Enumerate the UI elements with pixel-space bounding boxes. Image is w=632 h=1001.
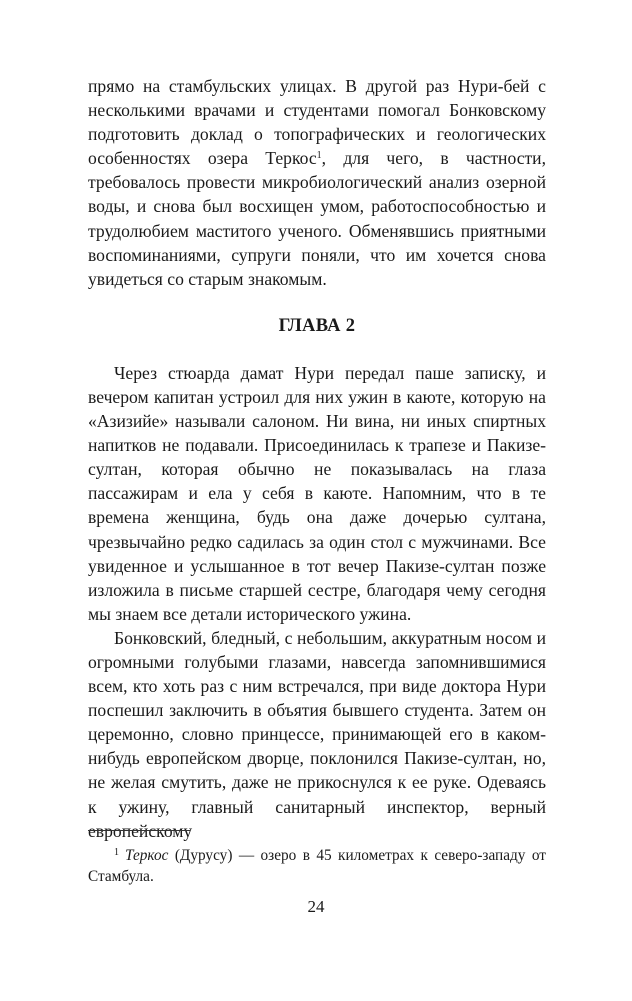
page-body bbox=[88, 74, 546, 843]
paragraph-text: , для чего, в частности, требовалось провести микробиологический анализ озерной воды, и снова был восхищен умом, работоспособностью и трудолюбием маститого ученого. Обменявшись приятными воспоминаниями, супруги поняли, что им хочется снова увидеться со старым знакомым. bbox=[88, 148, 547, 289]
footnote-mark: 1 bbox=[114, 847, 119, 858]
footnote-term: Теркос bbox=[125, 847, 169, 864]
paragraph: Бонковский, бледный, с небольшим, аккуратным носом и огромными голубыми глазами, навсегда запомнившимися всем, кто хоть раз с ним встречался, при виде доктора Нури поспешил заключить в объятия бывшего студента. Затем он церемонно, словно принцессе, принимающей его в каком-нибудь европейском дворце, поклонился Пакизе-султан, но, не желая смутить, даже не прикоснулся к ее руке. Одеваясь к ужину, главный санитарный инспектор, верный европейскому bbox=[88, 627, 546, 841]
chapter-heading: ГЛАВА 2 bbox=[278, 315, 356, 336]
footnote bbox=[88, 842, 546, 887]
paragraph-continuation bbox=[88, 74, 546, 291]
paragraph: Через стюарда дамат Нури передал паше записку, и вечером капитан устроил для них ужин в каюте, которую на «Азизийе» называли салоном. Ни вина, ни иных спиртных напитков не подавали. Присоединилась к трапезе и Пакизе-султан, которая обычно не показывалась на глаза пассажирам и ела у себя в каюте. Напомним, что в те времена женщина, будь она даже дочерью султана, чрезвычайно редко садилась за один стол с мужчинами. Все увиденное и услышанное в тот вечер Пакизе-султан позже изложила в письме старшей сестре, благодаря чему сегодня мы знаем все детали исторического ужина. bbox=[88, 362, 546, 624]
footnote-text: (Дурусу) — озеро в 45 километрах к северо-западу от Стамбула. bbox=[88, 847, 546, 885]
footnote-reference[interactable]: 1 bbox=[316, 150, 322, 162]
paragraph-text: прямо на стамбульских улицах. В другой раз Нури-бей с несколькими врачами и студентами помогал Бонковскому подготовить доклад о топографических и геологических особенностях озера Теркос bbox=[88, 76, 546, 169]
page-number: 24 bbox=[307, 897, 325, 916]
footnote-divider bbox=[88, 830, 190, 831]
